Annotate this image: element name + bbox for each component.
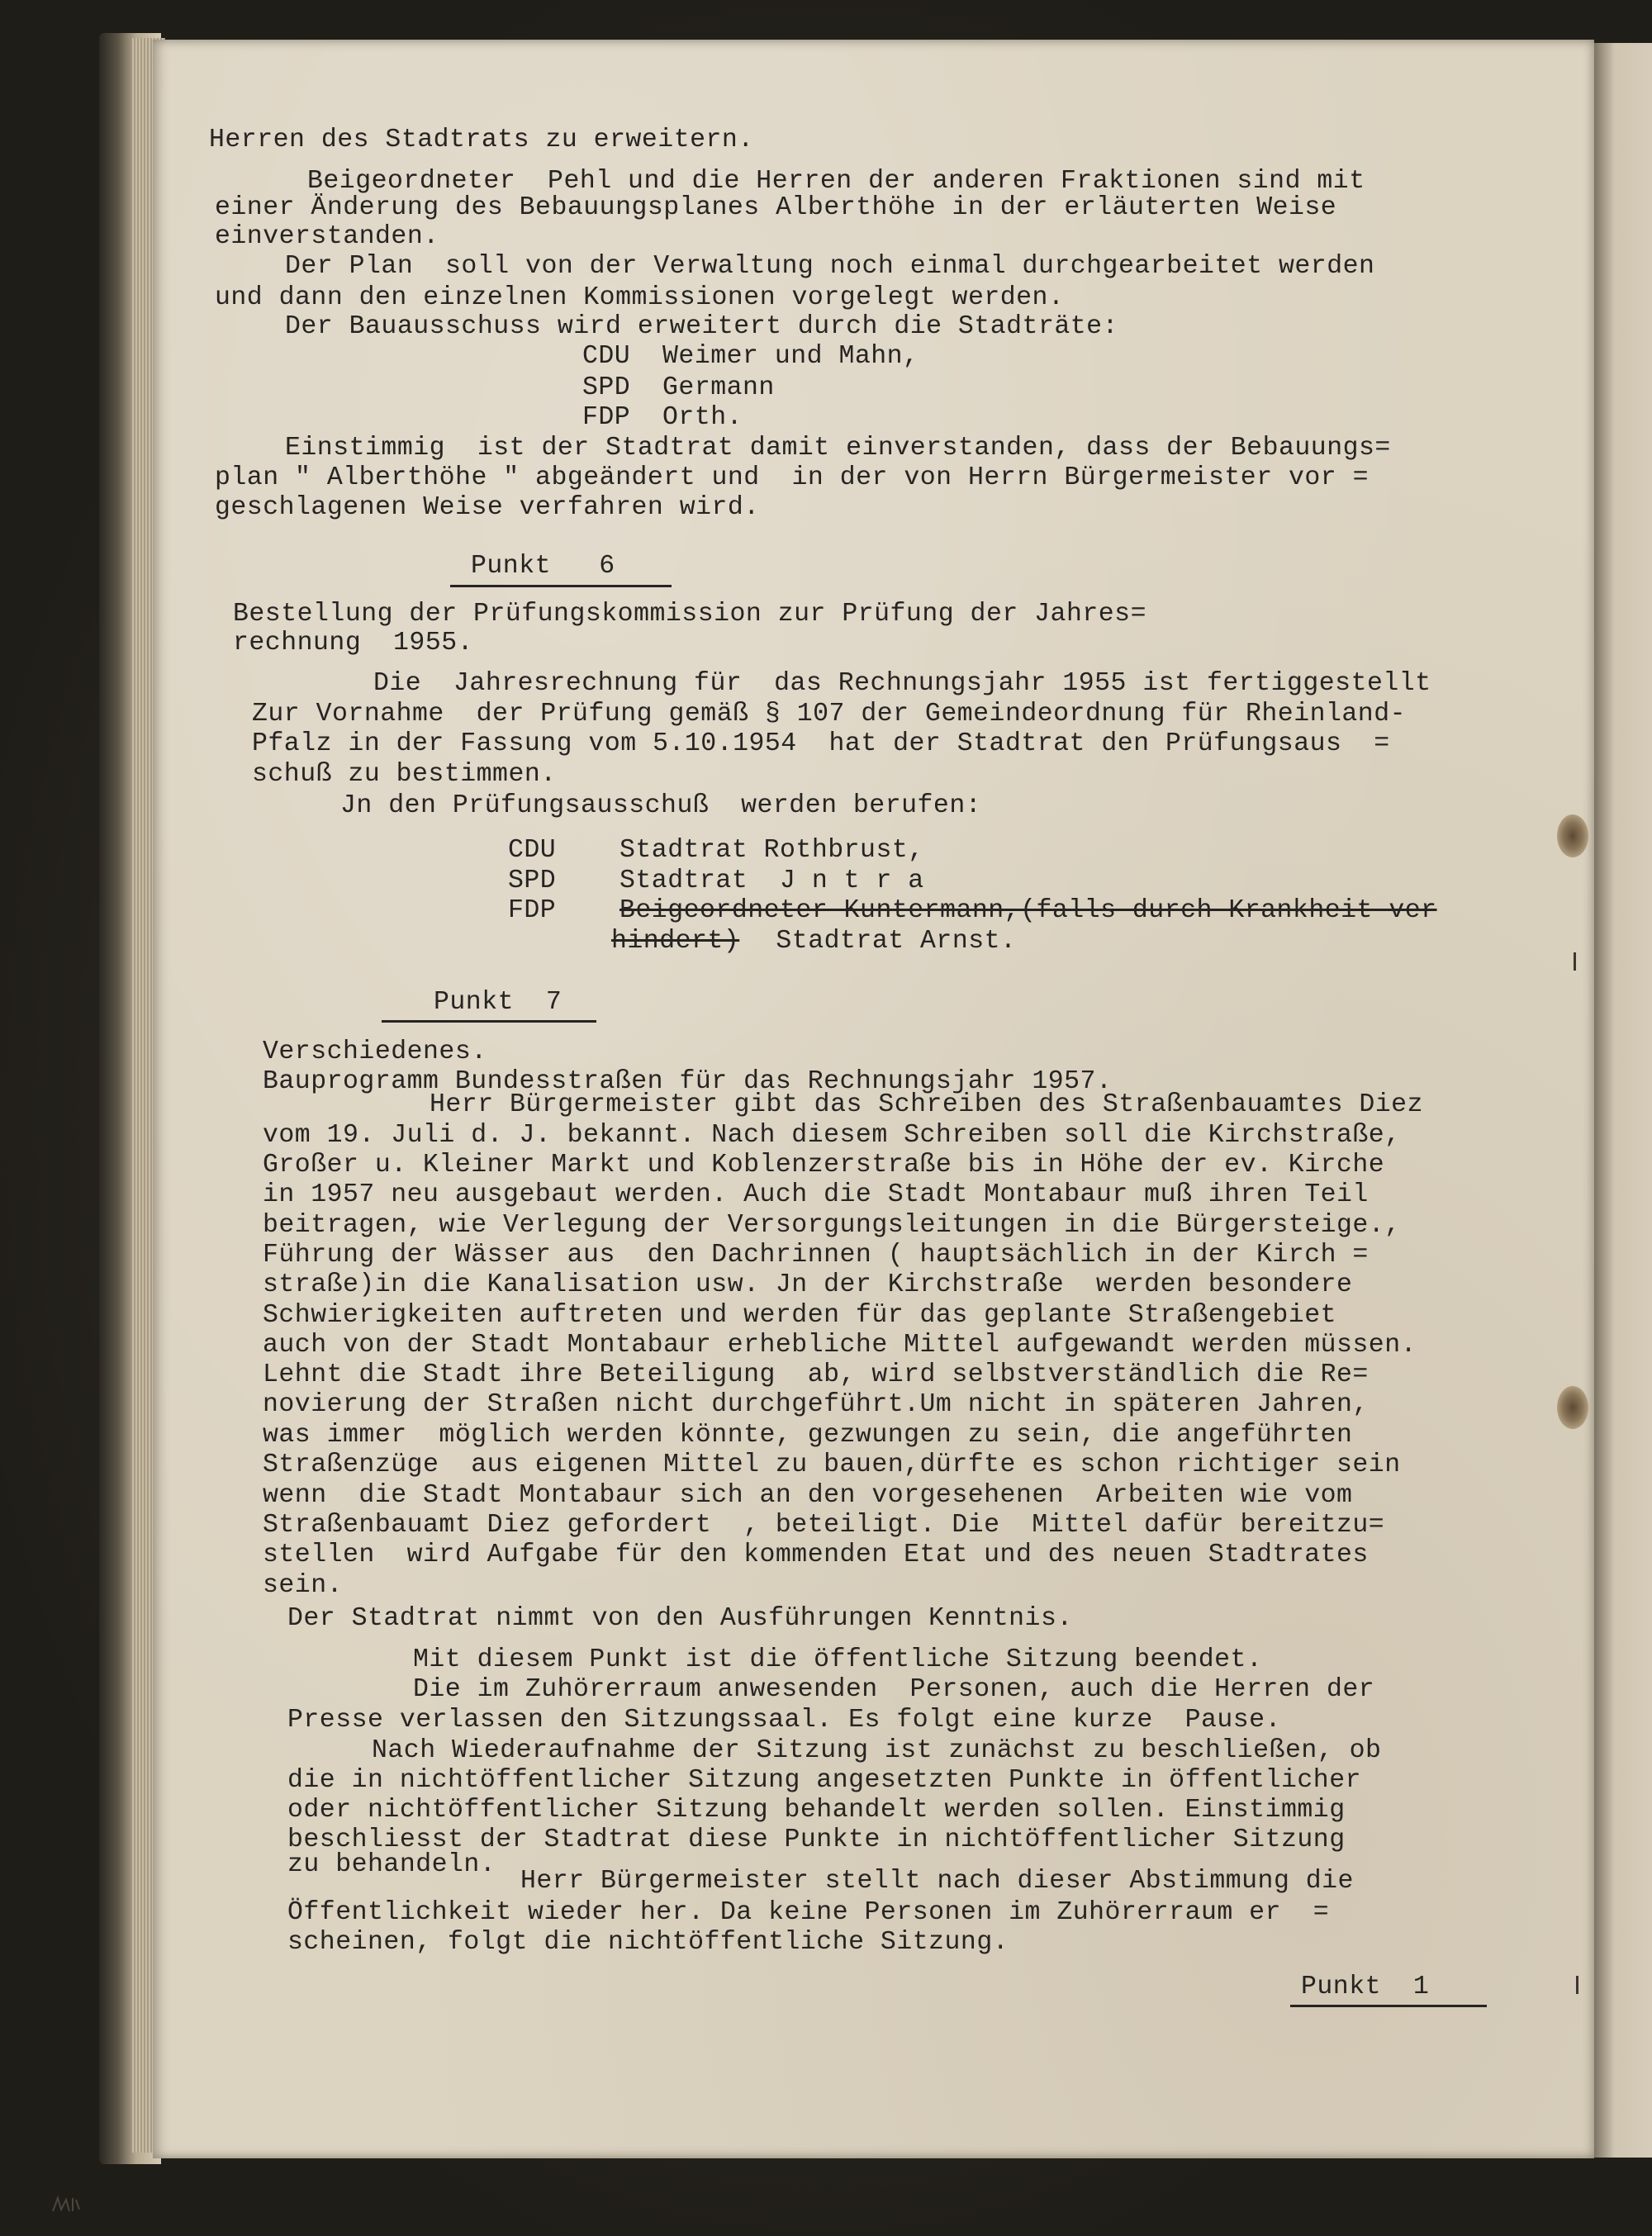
text-line: Die im Zuhörerraum anwesenden Personen, auch die Herren der [413, 1675, 1375, 1704]
text-line: Schwierigkeiten auftreten und werden für das geplante Straßengebiet [263, 1301, 1337, 1330]
text-line: novierung der Straßen nicht durchgeführt.Um nicht in späteren Jahren, [263, 1390, 1369, 1419]
text-line: Stadtrat Rothbrust, [620, 836, 924, 865]
text-line: Jn den Prüfungsausschuß werden berufen: [340, 791, 982, 820]
text-line: Stadtrat Arnst. [760, 927, 1017, 956]
text-line: Öffentlichkeit wieder her. Da keine Personen im Zuhörerraum er = [287, 1898, 1330, 1927]
text-line: zu behandeln. [287, 1850, 496, 1879]
text-line: beitragen, wie Verlegung der Versorgungsleitungen in die Bürgersteige., [263, 1211, 1401, 1240]
text-line: Der Bauausschuss wird erweitert durch die Stadträte: [285, 312, 1118, 341]
text-line: Der Plan soll von der Verwaltung noch einmal durchgearbeitet werden [285, 252, 1375, 281]
text-line: straße)in die Kanalisation usw. Jn der Kirchstraße werden besondere [263, 1270, 1353, 1299]
text-line: Nach Wiederaufnahme der Sitzung ist zunächst zu beschließen, ob [372, 1736, 1382, 1765]
text-line: SPD Germann [582, 373, 775, 402]
corner-stamp-mark [50, 2193, 83, 2216]
text-line: Straßenzüge aus eigenen Mittel zu bauen,dürfte es schon richtiger sein [263, 1450, 1401, 1479]
struck-text: hindert) [611, 927, 740, 956]
text-line: rechnung 1955. [233, 629, 474, 658]
text-line: scheinen, folgt die nichtöffentliche Sitzung. [287, 1928, 1009, 1957]
text-line: Herr Bürgermeister stellt nach dieser Abstimmung die [520, 1867, 1354, 1896]
text-line: sein. [263, 1571, 344, 1600]
party-label: CDU [508, 836, 557, 865]
text-line: wenn die Stadt Montabaur sich an den vorgesehenen Arbeiten wie vom [263, 1481, 1353, 1510]
text-line: Herren des Stadtrats zu erweitern. [209, 126, 754, 154]
text-line: was immer möglich werden könnte, gezwungen zu sein, die angeführten [263, 1421, 1353, 1450]
text-line: Mit diesem Punkt ist die öffentliche Sitzung beendet. [413, 1645, 1263, 1674]
text-line: Bestellung der Prüfungskommission zur Prüfung der Jahres= [233, 600, 1146, 629]
text-line: Presse verlassen den Sitzungssaal. Es folgt eine kurze Pause. [287, 1706, 1281, 1735]
text-line: Straßenbauamt Diez gefordert , beteiligt. Die Mittel dafür bereitzu= [263, 1511, 1385, 1540]
text-line: Einstimmig ist der Stadtrat damit einverstanden, dass der Bebauungs= [285, 434, 1391, 463]
text-line: und dann den einzelnen Kommissionen vorgelegt werden. [215, 283, 1065, 312]
text-line: vom 19. Juli d. J. bekannt. Nach diesem Schreiben soll die Kirchstraße, [263, 1121, 1401, 1150]
text-line: beschliesst der Stadtrat diese Punkte in nichtöffentlicher Sitzung [287, 1825, 1346, 1854]
party-label: FDP [508, 896, 557, 925]
heading-underline [1290, 2005, 1487, 2007]
section-heading: Punkt 7 [434, 988, 563, 1017]
section-heading: Punkt 1 [1301, 1973, 1430, 2001]
text-line: Der Stadtrat nimmt von den Ausführungen Kenntnis. [287, 1604, 1073, 1633]
text-line: einer Änderung des Bebauungsplanes Alberthöhe in der erläuterten Weise [215, 193, 1337, 222]
text-line: die in nichtöffentlicher Sitzung angesetzten Punkte in öffentlicher [287, 1766, 1362, 1795]
punch-hole [1557, 1386, 1588, 1429]
text-line: einverstanden. [215, 222, 439, 251]
punch-hole [1557, 814, 1588, 857]
text-line: oder nichtöffentlicher Sitzung behandelt werden sollen. Einstimmig [287, 1796, 1346, 1825]
heading-underline [382, 1020, 596, 1023]
text-line: Herr Bürgermeister gibt das Schreiben des Straßenbauamtes Diez [430, 1090, 1423, 1119]
text-line: Stadtrat J n t r a [620, 866, 924, 895]
text-line: schuß zu bestimmen. [252, 760, 557, 789]
text-line: Verschiedenes. [263, 1037, 487, 1066]
text-line: Führung der Wässer aus den Dachrinnen ( hauptsächlich in der Kirch = [263, 1241, 1369, 1270]
margin-mark [1574, 952, 1576, 971]
text-line: stellen wird Aufgabe für den kommenden Etat und des neuen Stadtrates [263, 1541, 1369, 1569]
text-line: Lehnt die Stadt ihre Beteiligung ab, wird selbstverständlich die Re= [263, 1360, 1369, 1389]
facing-page-edge [1594, 43, 1652, 2158]
text-line: Die Jahresrechnung für das Rechnungsjahr 1955 ist fertiggestellt [373, 669, 1431, 698]
text-line: in 1957 neu ausgebaut werden. Auch die Stadt Montabaur muß ihren Teil [263, 1180, 1369, 1209]
text-line: Bauprogramm Bundesstraßen für das Rechnungsjahr 1957. [263, 1067, 1113, 1096]
party-label: SPD [508, 866, 557, 895]
text-line: FDP Orth. [582, 403, 743, 432]
text-line: CDU Weimer und Mahn, [582, 342, 919, 371]
text-line: Beigeordneter Pehl und die Herren der anderen Fraktionen sind mit [307, 167, 1365, 196]
text-line: Pfalz in der Fassung vom 5.10.1954 hat der Stadtrat den Prüfungsaus = [252, 729, 1390, 758]
struck-text: Beigeordneter Kuntermann,(falls durch Krankheit ver [620, 896, 1437, 925]
text-line: plan " Alberthöhe " abgeändert und in der von Herrn Bürgermeister vor = [215, 463, 1370, 492]
section-heading: Punkt 6 [471, 552, 615, 581]
text-line: Großer u. Kleiner Markt und Koblenzerstraße bis in Höhe der ev. Kirche [263, 1151, 1385, 1180]
heading-underline [450, 585, 672, 587]
text-line: auch von der Stadt Montabaur erhebliche Mittel aufgewandt werden müssen. [263, 1331, 1417, 1360]
text-line: Zur Vornahme der Prüfung gemäß § 107 der Gemeindeordnung für Rheinland- [252, 700, 1407, 729]
margin-mark [1576, 1976, 1578, 1994]
text-line: geschlagenen Weise verfahren wird. [215, 493, 760, 522]
